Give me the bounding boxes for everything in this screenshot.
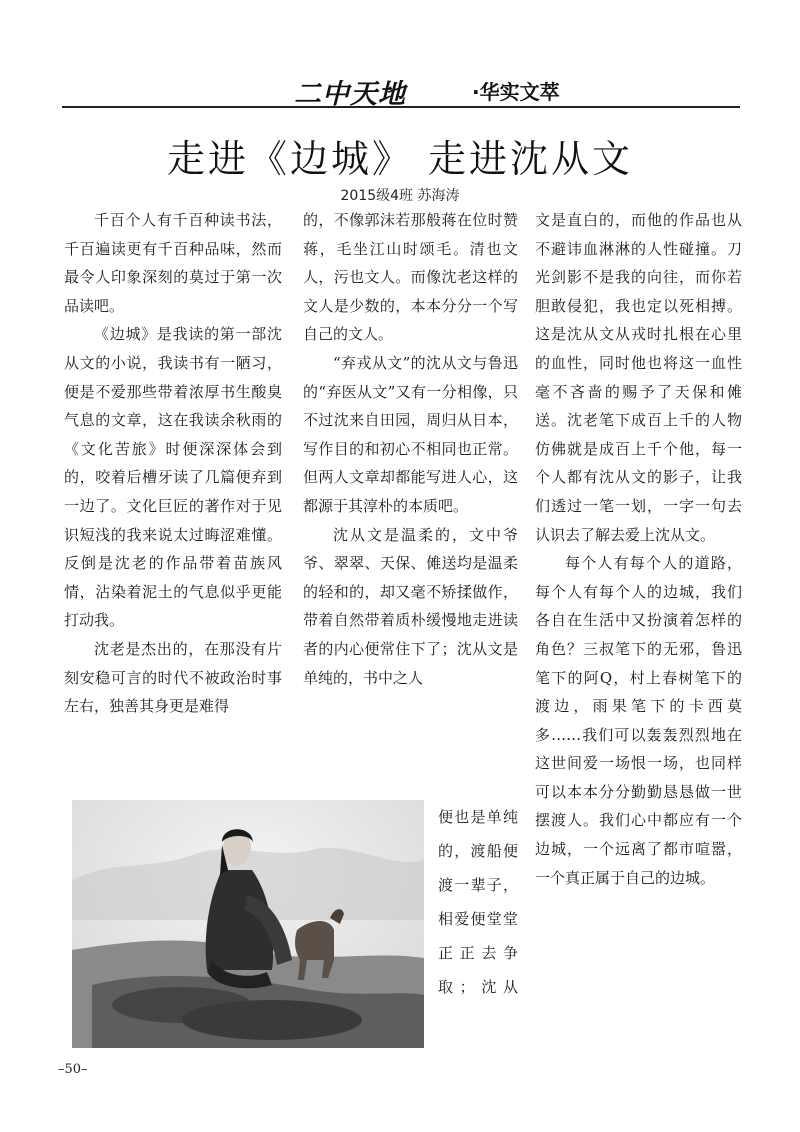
- header-separator: ·: [472, 80, 480, 104]
- article-title: 走进《边城》 走进沈从文: [166, 137, 634, 181]
- paragraph: 沈从文是温柔的，文中爷爷、翠翠、天保、傩送均是温柔的轻和的，却又毫不矫揉做作，带着自然带着质朴缓慢地走进读者的内心便常住下了；沈从文是单纯的，书中之人: [303, 525, 518, 687]
- girl-with-dog-illustration: [72, 800, 424, 1048]
- paragraph: 千百个人有千百种读书法，千百遍读更有千百种品味，然而最令人印象深刻的莫过于第一次品读吧。: [64, 211, 282, 315]
- page-header: [62, 68, 740, 108]
- article-column-1: [64, 206, 282, 796]
- article-column-2: [303, 206, 518, 806]
- paragraph: 每个人有每个人的道路，每个人有每个人的边城，我们各自在生活中又扮演着怎样的角色？三叔笔下的无邪，鲁迅笔下的阿Q，村上春树笔下的渡边，雨果笔下的卡西莫多……我们可以轰轰烈烈地在这世间爱一场恨一场，也同样可以本本分分勤勤恳恳做一世摆渡人。我们心中都应有一个边城，一个远离了都市喧嚣，一个真正属于自己的边城。: [535, 554, 742, 887]
- article-column-3: [535, 206, 742, 1006]
- header-brand: 二中天地: [294, 79, 406, 110]
- page-number: –50–: [58, 1062, 88, 1077]
- header-section-title: 华实文萃: [479, 80, 560, 104]
- paragraph: 沈老是杰出的，在那没有片刻安稳可言的时代不被政治时事左右，独善其身更是难得: [64, 639, 282, 716]
- paragraph: “弃戎从文”的沈从文与鲁迅的“弃医从文”又有一分相像，只不过沈来自田园，周归从日本，写作目的和初心不相同也正常。但两人文章却都能写进人心，这都源于其淳朴的本质吧。: [303, 353, 518, 515]
- header-section: [472, 76, 560, 105]
- paragraph: 《边城》是我读的第一部沈从文的小说，我读书有一陋习，便是不爱那些带着浓厚书生酸臭气息的文章，这在我读余秋雨的《文化苦旅》时便深深体会到的，咬着后槽牙读了几篇便弃到一边了。文化巨匠的著作对于见识短浅的我来说太过晦涩难懂。反倒是沈老的作品带着苗族风情，沾染着泥土的气息似乎更能打动我。: [64, 325, 282, 630]
- paragraph-continued: 的，不像郭沫若那般蒋在位时赞蒋，毛坐江山时颂毛。清也文人，污也文人。而像沈老这样的文人是少数的，本本分分一个写自己的文人。: [303, 211, 518, 344]
- header-rule: [62, 106, 740, 108]
- paragraph-continued: 文是直白的，而他的作品也从不避讳血淋淋的人性碰撞。刀光剑影不是我的向往，而你若胆敢侵犯，我也定以死相搏。这是沈从文从戎时扎根在心里的血性，同时他也将这一血性毫不吝啬的赐予了天保和傩送。沈老笔下成百上千的人物仿佛就是成百上千个他，每一个人都有沈从文的影子，让我们透过一笔一划，一字一句去认识去了解去爱上沈从文。: [535, 211, 742, 544]
- article-byline: 2015级4班 苏海涛: [340, 188, 460, 204]
- article-column-2-narrow: 便也是单纯的，渡船便渡一辈子，相爱便堂堂正正去争取；沈从: [438, 808, 518, 996]
